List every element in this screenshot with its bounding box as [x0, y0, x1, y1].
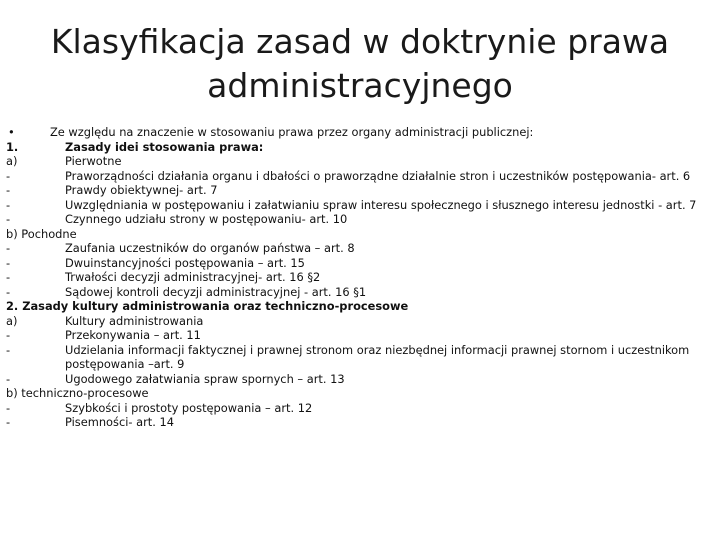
list-item-text: Szybkości i prostoty postępowania – art. 12	[65, 400, 313, 415]
list-item	[6, 386, 716, 401]
list-item-text: Zaufania uczestników do organów państwa – art. 8	[65, 241, 355, 255]
list-item	[6, 328, 716, 343]
list-item-text: Sądowej kontroli decyzji administracyjnej - art. 16 §1	[65, 284, 367, 299]
list-item-marker: -	[6, 255, 11, 270]
list-item-marker: -	[6, 168, 11, 183]
bullet-icon: •	[8, 125, 15, 139]
list-item	[6, 183, 716, 198]
list-item-marker: -	[6, 212, 11, 226]
list-item	[6, 285, 716, 300]
list-item-marker: a)	[6, 313, 18, 328]
list-item	[6, 314, 716, 329]
principles-list	[6, 140, 716, 430]
list-item-marker: -	[6, 197, 11, 212]
list-item	[6, 169, 716, 184]
list-item	[6, 154, 716, 169]
list-item	[6, 140, 716, 155]
list-item-marker: -	[6, 284, 11, 299]
list-item-marker: 1.	[6, 139, 19, 154]
list-item	[6, 227, 716, 242]
list-item-marker: a)	[6, 154, 18, 168]
list-item-text: 2. Zasady kultury administrowania oraz techniczno-procesowe	[6, 299, 409, 313]
list-item-text: Praworządności działania organu i dbałości o praworządne działalnie stron i uczestników postępowania- art. 6	[65, 168, 691, 183]
list-item-text: Trwałości decyzji administracyjnej- art. 16 §2	[65, 270, 321, 284]
list-item	[6, 198, 716, 213]
list-item-text: Prawdy obiektywnej- art. 7	[65, 183, 218, 197]
list-item-marker: -	[6, 415, 11, 429]
list-item-text: Przekonywania – art. 11	[65, 328, 201, 342]
list-item-marker: -	[6, 270, 11, 284]
slide-title	[0, 20, 720, 108]
list-item	[6, 241, 716, 256]
list-item-marker: -	[6, 342, 11, 357]
list-item-text: Uwzględniania w postępowaniu i załatwianiu spraw interesu społecznego i słusznego interesu jednostki - art. 7	[65, 197, 697, 212]
list-item-text: Udzielania informacji faktycznej i prawnej stronom oraz niezbędnej informacji prawnej stornom i uczestnikom postępowania –art. 9	[65, 342, 690, 371]
list-item-marker: -	[6, 241, 11, 255]
list-item	[6, 299, 716, 314]
list-item	[6, 401, 716, 416]
list-item	[6, 212, 716, 227]
list-item-text: Pisemności- art. 14	[65, 415, 174, 429]
intro-row	[6, 125, 716, 140]
list-item-text: Zasady idei stosowania prawa:	[65, 139, 264, 154]
list-item	[6, 415, 716, 430]
list-item-text: Czynnego udziału strony w postępowaniu- art. 10	[65, 212, 348, 226]
list-item-text: Dwuinstancyjności postępowania – art. 15	[65, 255, 305, 270]
slide-body	[6, 125, 716, 430]
list-item-text: Ugodowego załatwiania spraw spornych – art. 13	[65, 371, 345, 386]
list-item-text: b) Pochodne	[6, 226, 77, 241]
list-item	[6, 372, 716, 387]
list-item-text: Pierwotne	[65, 154, 122, 168]
list-item	[6, 270, 716, 285]
list-item-marker: -	[6, 328, 11, 342]
list-item-marker: -	[6, 400, 11, 415]
slide-title-line-1: Klasyfikacja zasad w doktrynie prawa	[50, 22, 670, 61]
list-item	[6, 343, 716, 372]
list-item-text: b) techniczno-procesowe	[6, 386, 149, 400]
list-item	[6, 256, 716, 271]
list-item-marker: -	[6, 183, 11, 197]
intro-text: Ze względu na znaczenie w stosowaniu prawa przez organy administracji publicznej:	[50, 125, 534, 139]
list-item-marker: -	[6, 371, 11, 386]
slide-title-line-2: administracyjnego	[207, 66, 513, 105]
list-item-text: Kultury administrowania	[65, 313, 204, 328]
